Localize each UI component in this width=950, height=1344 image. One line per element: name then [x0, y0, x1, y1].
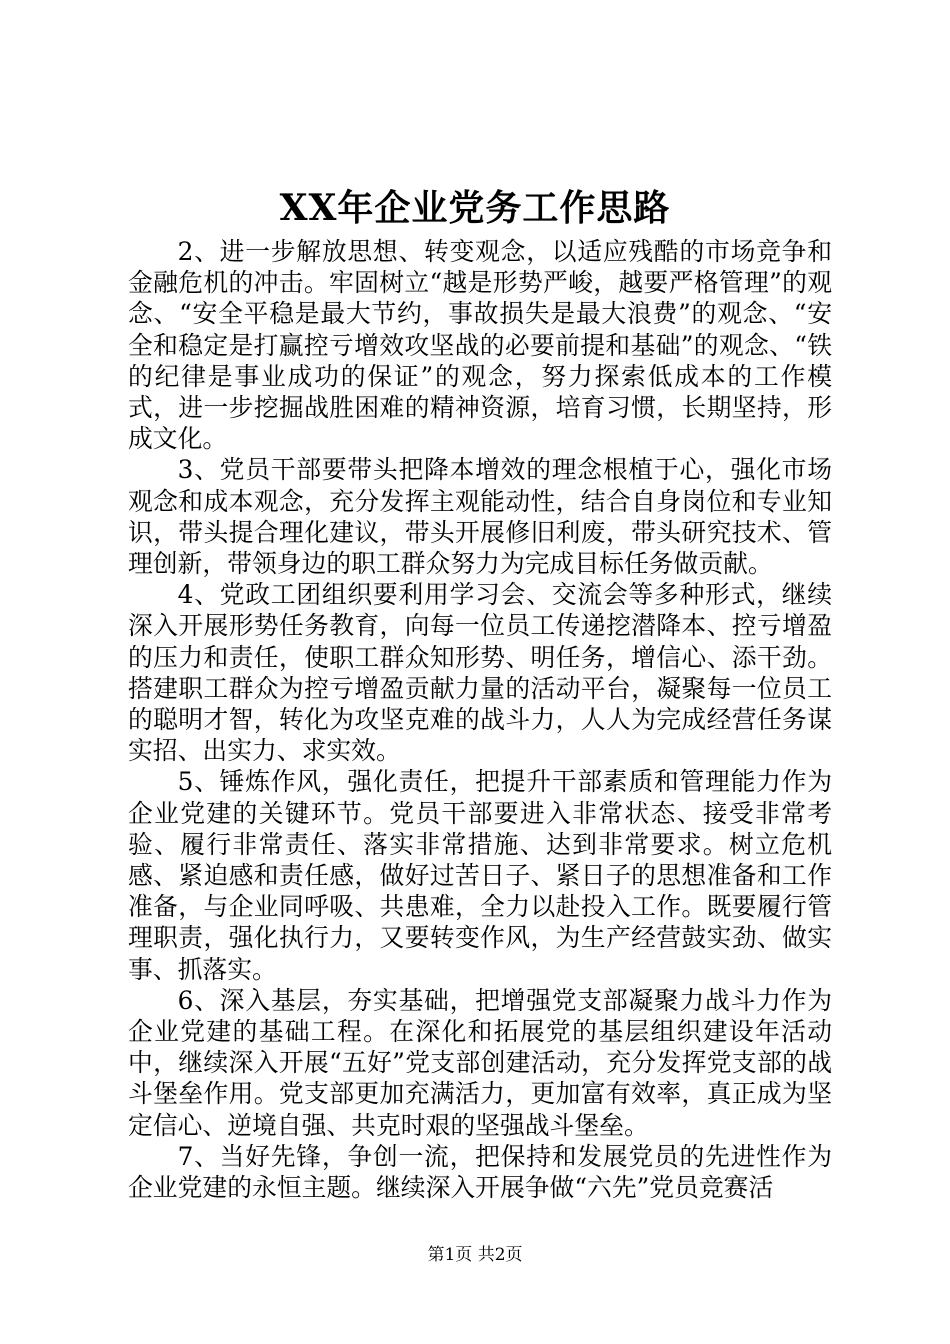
- paragraph-6: 6、深入基层，夯实基础，把增强党支部凝聚力战斗力作为企业党建的基础工程。在深化和拓展党的基层组织建设年活动中，继续深入开展“五好”党支部创建活动，充分发挥党支部的战斗堡垒作用。党支部更加充满活力，更加富有效率，真正成为坚定信心、逆境自强、共克时艰的坚强战斗堡垒。: [128, 985, 832, 1140]
- paragraph-7: 7、当好先锋，争创一流，把保持和发展党员的先进性作为企业党建的永恒主题。继续深入开展争做“六先”党员竞赛活: [128, 1141, 832, 1203]
- paragraph-4: 4、党政工团组织要利用学习会、交流会等多种形式，继续深入开展形势任务教育，向每一位员工传递挖潜降本、控亏增盈的压力和责任，使职工群众知形势、明任务，增信心、添干劲。搭建职工群众为控亏增盈贡献力量的活动平台，凝聚每一位员工的聪明才智，转化为攻坚克难的战斗力，人人为完成经营任务谋实招、出实力、求实效。: [128, 580, 832, 766]
- paragraph-5: 5、锤炼作风，强化责任，把提升干部素质和管理能力作为企业党建的关键环节。党员干部要进入非常状态、接受非常考验、履行非常责任、落实非常措施、达到非常要求。树立危机感、紧迫感和责任感，做好过苦日子、紧日子的思想准备和工作准备，与企业同呼吸、共患难，全力以赴投入工作。既要履行管理职责，强化执行力，又要转变作风，为生产经营鼓实劲、做实事、抓落实。: [128, 767, 832, 984]
- document-title: XX年企业党务工作思路: [279, 187, 671, 229]
- document-body: [128, 236, 832, 1203]
- page-number-footer: 第1页 共2页: [427, 1245, 523, 1265]
- paragraph-3: 3、党员干部要带头把降本增效的理念根植于心，强化市场观念和成本观念，充分发挥主观能动性，结合自身岗位和专业知识，带头提合理化建议，带头开展修旧利废，带头研究技术、管理创新，带领身边的职工群众努力为完成目标任务做贡献。: [128, 455, 832, 579]
- paragraph-2: 2、进一步解放思想、转变观念，以适应残酷的市场竞争和金融危机的冲击。牢固树立“越是形势严峻，越要严格管理”的观念、“安全平稳是最大节约，事故损失是最大浪费”的观念、“安全和稳定是打赢控亏增效攻坚战的必要前提和基础”的观念、“铁的纪律是事业成功的保证”的观念，努力探索低成本的工作模式，进一步挖掘战胜困难的精神资源，培育习惯，长期坚持，形成文化。: [128, 237, 832, 454]
